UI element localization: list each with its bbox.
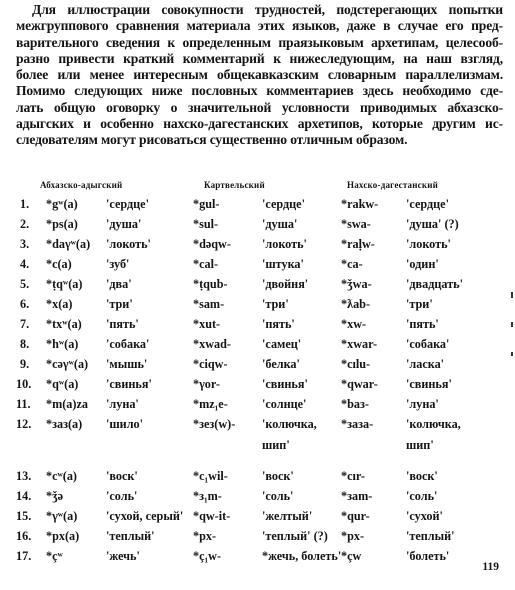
nakh-gloss: 'собака' xyxy=(406,337,450,351)
abkhaz-gloss: 'шило' xyxy=(106,417,144,431)
kartvelian-form: *xut- xyxy=(193,317,221,331)
abkhaz-form: *ǯə xyxy=(46,489,64,503)
nakh-gloss: 'пять' xyxy=(406,317,439,331)
kartvelian-form: *ciqw- xyxy=(193,357,228,371)
paragraph-line: Для иллюстрации совокупности трудностей, подстерегающих попытки xyxy=(32,2,503,17)
abkhaz-form: *qʷ(a) xyxy=(46,377,79,391)
abkhaz-form: *m(a)za xyxy=(46,397,88,411)
row-number: 7. xyxy=(20,317,30,331)
abkhaz-gloss: 'свинья' xyxy=(106,377,152,391)
abkhaz-gloss: 'зуб' xyxy=(106,257,130,271)
header-nakh-dagestanian: Нахско-дагестанский xyxy=(347,180,438,190)
kartvelian-gloss: 'соль' xyxy=(262,489,294,503)
kartvelian-form: *gul- xyxy=(193,197,220,211)
paragraph-line: лать общую оговорку о значительной условности приводимых абхазско- xyxy=(16,99,503,115)
header-abkhaz-adyghe: Абхазско-адыгский xyxy=(40,180,123,190)
kartvelian-gloss: 'локоть' xyxy=(262,237,307,251)
kartvelian-gloss: 'теплый' (?) xyxy=(262,529,328,543)
paragraph-line: разно привести краткий комментарий к нижеследующим, на наш взгляд, xyxy=(16,50,503,66)
row-number: 2. xyxy=(20,217,30,231)
nakh-form: *çw xyxy=(341,549,362,563)
kartvelian-gloss: 'свинья' xyxy=(262,377,308,391)
nakh-form: *зam- xyxy=(341,489,373,503)
margin-scan-mark xyxy=(511,322,513,327)
kartvelian-form: *γor- xyxy=(193,377,220,391)
kartvelian-form: *cal- xyxy=(193,257,219,271)
kartvelian-gloss: 'три' xyxy=(262,297,289,311)
abkhaz-form: *c(a) xyxy=(46,257,72,271)
kartvelian-form: *ç₁w- xyxy=(193,549,222,563)
nakh-form: *xw- xyxy=(341,317,367,331)
nakh-gloss: 'сухой' xyxy=(406,509,443,523)
nakh-form: *заза- xyxy=(341,417,374,431)
row-number: 14. xyxy=(16,489,32,503)
row-number: 3. xyxy=(20,237,30,251)
abkhaz-form: *cʷ(a) xyxy=(46,469,77,483)
abkhaz-gloss: 'сухой, серый' xyxy=(106,509,184,523)
nakh-gloss: 'теплый' xyxy=(406,529,455,543)
page-number: 119 xyxy=(482,561,499,573)
abkhaz-gloss: 'два' xyxy=(106,277,132,291)
kartvelian-form: *dəqw- xyxy=(193,237,231,251)
nakh-gloss: 'свинья' xyxy=(406,377,452,391)
abkhaz-form: *заз(a) xyxy=(46,417,83,431)
abkhaz-gloss: 'соль' xyxy=(106,489,138,503)
nakh-gloss: 'двадцать' xyxy=(406,277,464,291)
abkhaz-form: *hʷ(a) xyxy=(46,337,79,351)
nakh-gloss: 'ласка' xyxy=(406,357,445,371)
kartvelian-form: *sam- xyxy=(193,297,225,311)
row-number: 13. xyxy=(16,469,32,483)
row-number: 10. xyxy=(16,377,32,391)
abkhaz-gloss: 'жечь' xyxy=(106,549,140,563)
paragraph-line: Помимо следующих ниже пословных комментариев здесь необходимо сде- xyxy=(16,83,503,99)
kartvelian-gloss: 'солнце' xyxy=(262,397,307,411)
nakh-gloss: 'душа' (?) xyxy=(406,217,459,231)
abkhaz-form: *cəγʷ(a) xyxy=(46,357,89,371)
nakh-form: *xwar- xyxy=(341,337,378,351)
paragraph-line: варительного сведения к определенным праязыковым архетипам, целесооб- xyxy=(16,34,503,50)
abkhaz-form: *γʷ(a) xyxy=(46,509,78,523)
kartvelian-gloss: 'самец' xyxy=(262,337,302,351)
nakh-gloss: 'один' xyxy=(406,257,439,271)
row-number: 9. xyxy=(20,357,30,371)
paragraph-line: следователям могут рисоваться существенно отличным образом. xyxy=(16,132,408,148)
kartvelian-form: *xwad- xyxy=(193,337,231,351)
abkhaz-gloss: 'воск' xyxy=(106,469,138,483)
nakh-gloss xyxy=(406,417,461,453)
kartvelian-form: *sul- xyxy=(193,217,219,231)
abkhaz-gloss: 'собака' xyxy=(106,337,150,351)
nakh-form: *ǯwa- xyxy=(341,277,372,291)
row-number: 15. xyxy=(16,509,32,523)
nakh-form: *cılu- xyxy=(341,357,371,371)
nakh-form: *cır- xyxy=(341,469,365,483)
kartvelian-gloss: 'штука' xyxy=(262,257,304,271)
paragraph-line: межгруппового сравнения материала этих языков, даже в случае его пред- xyxy=(16,18,503,34)
nakh-form: *ƛab- xyxy=(341,297,371,311)
abkhaz-form: *gʷ(a) xyxy=(46,197,78,211)
kartvelian-form: *c₁wil- xyxy=(193,469,228,483)
nakh-form: *baз- xyxy=(341,397,369,411)
row-number: 17. xyxy=(16,549,32,563)
kartvelian-gloss: 'пять' xyxy=(262,317,295,331)
margin-scan-mark xyxy=(511,352,513,356)
nakh-gloss: 'воск' xyxy=(406,469,438,483)
row-number: 16. xyxy=(16,529,32,543)
row-number: 4. xyxy=(20,257,30,271)
paragraph-line: адыгских и особенно нахско-дагестанских архетипов, которые другим ис- xyxy=(16,116,503,132)
abkhaz-form: *çʷ xyxy=(46,549,63,563)
kartvelian-gloss: *жечь, болеть' xyxy=(262,549,342,563)
row-number: 5. xyxy=(20,277,30,291)
abkhaz-gloss: 'душа' xyxy=(106,217,142,231)
row-number: 8. xyxy=(20,337,30,351)
abkhaz-gloss: 'мышь' xyxy=(106,357,148,371)
row-number: 1. xyxy=(20,197,30,211)
nakh-gloss: 'локоть' xyxy=(406,237,451,251)
row-number: 12. xyxy=(16,417,32,431)
kartvelian-form: *mz₁e- xyxy=(193,397,228,411)
row-number: 11. xyxy=(16,397,31,411)
abkhaz-form: *px(a) xyxy=(46,529,80,543)
abkhaz-gloss: 'три' xyxy=(106,297,133,311)
paragraph-line: более или менее интересным общекавказским словарным параллелизмам. xyxy=(16,67,503,83)
kartvelian-form: *qw-it- xyxy=(193,509,231,523)
abkhaz-gloss: 'пять' xyxy=(106,317,139,331)
row-number: 6. xyxy=(20,297,30,311)
kartvelian-gloss xyxy=(262,417,317,453)
kartvelian-gloss: 'желтый' xyxy=(262,509,313,523)
kartvelian-gloss: 'сердце' xyxy=(262,197,305,211)
nakh-gloss-continuation: шип' xyxy=(406,438,434,452)
abkhaz-gloss: 'локоть' xyxy=(106,237,151,251)
kartvelian-gloss: 'белка' xyxy=(262,357,300,371)
abkhaz-gloss: 'луна' xyxy=(106,397,139,411)
kartvelian-gloss: 'воск' xyxy=(262,469,294,483)
nakh-gloss: 'три' xyxy=(406,297,433,311)
nakh-gloss: 'сердце' xyxy=(406,197,449,211)
abkhaz-gloss: 'теплый' xyxy=(106,529,155,543)
abkhaz-gloss: 'сердце' xyxy=(106,197,149,211)
kartvelian-form: *з₁m- xyxy=(193,489,222,503)
kartvelian-gloss: 'двойня' xyxy=(262,277,309,291)
kartvelian-form: *px- xyxy=(193,529,217,543)
header-kartvelian: Картвельский xyxy=(204,180,265,190)
abkhaz-form: *x(a) xyxy=(46,297,73,311)
kartvelian-gloss: 'душа' xyxy=(262,217,298,231)
nakh-gloss-line: 'колючка, xyxy=(406,417,461,431)
nakh-gloss: 'луна' xyxy=(406,397,439,411)
nakh-form: *qwar- xyxy=(341,377,378,391)
abkhaz-form: *ps(a) xyxy=(46,217,78,231)
nakh-form: *px- xyxy=(341,529,365,543)
nakh-gloss: 'соль' xyxy=(406,489,438,503)
abkhaz-form: *txʷ(a) xyxy=(46,317,82,331)
nakh-form: *ca- xyxy=(341,257,363,271)
nakh-gloss: 'болеть' xyxy=(406,549,450,563)
abkhaz-form: *ṭqʷ(a) xyxy=(46,277,83,291)
kartvelian-form: *ṭqub- xyxy=(193,277,228,291)
nakh-form: *rakw- xyxy=(341,197,379,211)
nakh-form: *swa- xyxy=(341,217,371,231)
kartvelian-form: *зeз(w)- xyxy=(193,417,236,431)
kartvelian-gloss-line: 'колючка, xyxy=(262,417,317,431)
margin-scan-mark xyxy=(511,292,513,298)
nakh-form: *qur- xyxy=(341,509,370,523)
kartvelian-gloss-continuation: шип' xyxy=(262,438,290,452)
nakh-form: *raḷw- xyxy=(341,237,375,251)
abkhaz-form: *daγʷ(a) xyxy=(46,237,91,251)
